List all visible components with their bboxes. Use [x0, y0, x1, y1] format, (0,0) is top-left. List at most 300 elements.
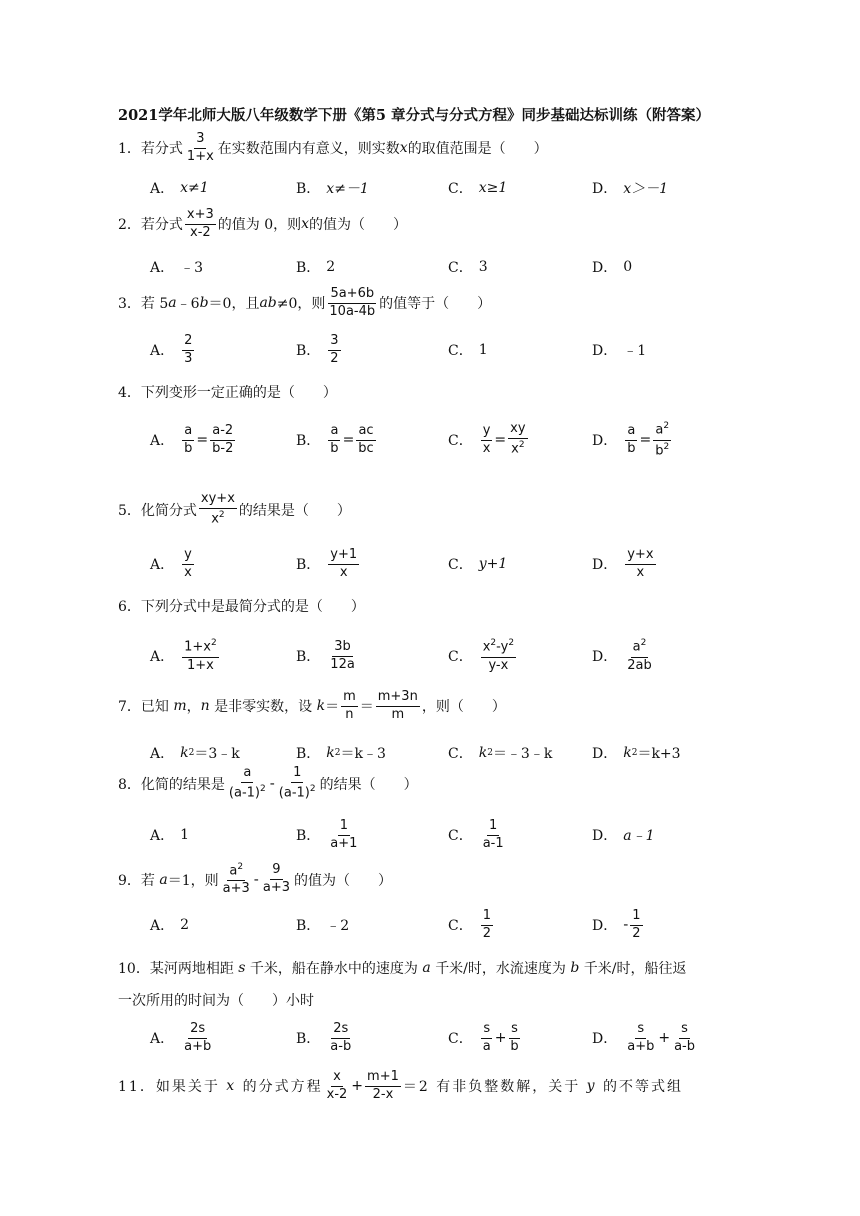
- option-c[interactable]: [448, 905, 495, 945]
- exponent: 2: [260, 783, 266, 794]
- variable: x: [301, 216, 310, 233]
- question-text: 化简分式: [140, 502, 197, 519]
- exponent: 2: [663, 441, 670, 452]
- variable: s: [238, 960, 246, 976]
- options-6: [150, 636, 710, 676]
- question-text: 一次所用的时间为（ ）小时: [118, 993, 314, 1009]
- option-label: C．: [448, 649, 473, 665]
- question-text: ≠0，则: [276, 296, 326, 313]
- question-5: [118, 492, 351, 527]
- operator: +: [351, 1078, 364, 1095]
- option-label: C．: [448, 828, 473, 844]
- fraction: [481, 638, 516, 673]
- option-label: C．: [448, 1031, 473, 1047]
- base: x: [211, 511, 219, 527]
- option-a[interactable]: [150, 420, 237, 460]
- option-c[interactable]: [448, 815, 508, 855]
- page-title: 2021学年北师大版八年级数学下册《第5 章分式与分式方程》同步基础达标训练（附答案）: [118, 107, 710, 124]
- equals-sign: =: [196, 432, 209, 448]
- option-c[interactable]: [448, 1018, 523, 1058]
- question-text: 若: [140, 872, 155, 889]
- options-10: [150, 1018, 710, 1058]
- variable: y: [586, 1078, 597, 1095]
- option-label: A．: [150, 918, 175, 934]
- option-label: C．: [448, 260, 473, 276]
- fraction: [625, 1022, 656, 1055]
- option-label: B．: [296, 181, 321, 197]
- denominator: b: [184, 440, 193, 456]
- numerator: [182, 638, 219, 657]
- question-7: [118, 690, 506, 723]
- question-text: 下列分式中是最简分式的是（ ）: [140, 599, 365, 615]
- denominator: [227, 783, 268, 801]
- numerator: m: [341, 690, 358, 707]
- numerator: a-2: [210, 424, 235, 441]
- fraction: [325, 1070, 350, 1103]
- option-text: 0: [623, 259, 633, 275]
- numerator: 3: [194, 132, 206, 149]
- option-a[interactable]: [150, 905, 189, 945]
- fraction: [182, 424, 194, 457]
- option-text: ＝3﹣k: [194, 746, 240, 762]
- option-label: D．: [592, 746, 618, 762]
- denominator: 2: [482, 925, 491, 941]
- denominator: a-b: [674, 1038, 696, 1054]
- base: (a-1): [278, 785, 310, 801]
- option-a[interactable]: [150, 330, 196, 370]
- fraction: [185, 132, 216, 165]
- numerator: [227, 862, 245, 881]
- numerator: 1: [291, 766, 303, 783]
- question-text: 某河两地相距: [149, 961, 234, 977]
- option-text: x＞－1: [623, 181, 669, 197]
- option-b[interactable]: [296, 636, 359, 676]
- fraction: [341, 690, 358, 723]
- fraction: [328, 334, 340, 367]
- numerator: s: [679, 1022, 690, 1039]
- numerator: s: [635, 1022, 646, 1039]
- exponent: 2: [631, 748, 638, 758]
- option-c[interactable]: [448, 636, 518, 676]
- option-label: A．: [150, 1031, 175, 1047]
- numerator: x: [331, 1070, 343, 1087]
- denominator: n: [345, 706, 354, 722]
- denominator: x: [636, 564, 645, 580]
- option-label: B．: [296, 260, 321, 276]
- denominator: a+1: [330, 835, 358, 851]
- question-number: 5．: [118, 502, 141, 519]
- denominator: x: [339, 564, 348, 580]
- question-11: [118, 1070, 683, 1103]
- fraction: [481, 1022, 493, 1055]
- base: 1+x: [184, 639, 211, 655]
- fraction: [625, 424, 637, 457]
- denominator: 2-x: [372, 1086, 394, 1102]
- numerator: 5a+6b: [328, 287, 376, 304]
- exponent: 2: [188, 748, 195, 758]
- variable: m: [173, 698, 187, 715]
- fraction: [328, 1022, 353, 1055]
- option-b[interactable]: [296, 1018, 355, 1058]
- option-d[interactable]: [592, 544, 658, 584]
- denominator: b-2: [212, 440, 234, 456]
- question-text: 千米，船在静水中的速度为: [249, 961, 418, 977]
- option-label: C．: [448, 343, 473, 359]
- question-1: [118, 132, 548, 165]
- variable: a: [422, 960, 431, 976]
- option-label: D．: [592, 557, 618, 573]
- base: (a-1): [228, 785, 260, 801]
- option-label: B．: [296, 746, 321, 762]
- question-text: 下列变形一定正确的是（ ）: [140, 385, 337, 401]
- denominator: m: [391, 706, 405, 722]
- options-9: [150, 905, 710, 945]
- question-3: [118, 287, 491, 320]
- question-text: 若分式: [140, 141, 183, 158]
- question-text: ＝: [325, 699, 340, 716]
- exponent: 2: [334, 748, 341, 758]
- option-a[interactable]: [150, 636, 221, 676]
- exponent: 2: [663, 421, 670, 432]
- option-b[interactable]: [296, 815, 361, 855]
- fraction: [630, 909, 642, 942]
- fraction: [653, 421, 671, 459]
- option-label: D．: [592, 181, 618, 197]
- denominator: b: [627, 440, 636, 456]
- equals-sign: =: [639, 432, 652, 448]
- question-number: 9．: [118, 872, 141, 889]
- question-number: 6．: [118, 599, 141, 615]
- option-d[interactable]: [592, 330, 646, 370]
- numerator: ac: [356, 424, 375, 441]
- fraction: [508, 1022, 520, 1055]
- exponent: 2: [518, 440, 525, 451]
- option-c[interactable]: [448, 330, 488, 370]
- variable: n: [200, 698, 210, 715]
- base: -y: [496, 639, 509, 655]
- denominator: [509, 439, 526, 457]
- variable: ab: [259, 295, 277, 312]
- base: a: [632, 639, 641, 655]
- denominator: x: [482, 440, 491, 456]
- option-d[interactable]: [592, 636, 656, 676]
- option-label: D．: [592, 1031, 618, 1047]
- option-b[interactable]: [296, 330, 343, 370]
- option-c[interactable]: [448, 247, 488, 287]
- variable: k: [623, 745, 632, 761]
- option-label: A．: [150, 746, 175, 762]
- numerator: 2s: [188, 1022, 207, 1039]
- question-text: ＝1，则: [167, 872, 219, 889]
- numerator: xy: [508, 422, 527, 439]
- denominator: [277, 783, 318, 801]
- fraction: [261, 863, 292, 896]
- fraction: [356, 424, 375, 457]
- option-d[interactable]: [592, 420, 673, 460]
- option-a[interactable]: [150, 168, 209, 208]
- fraction: [625, 548, 655, 581]
- question-number: 10．: [118, 961, 150, 977]
- question-text: 的值为（ ）: [294, 872, 392, 889]
- fraction: [328, 424, 340, 457]
- denominator: b: [510, 1038, 519, 1054]
- fraction: [227, 766, 268, 801]
- operator: -: [269, 775, 275, 792]
- exponent: 2: [640, 638, 647, 649]
- question-text: 的结果（ ）: [319, 776, 418, 793]
- question-text: 的分式方程: [242, 1079, 323, 1096]
- option-label: C．: [448, 181, 473, 197]
- question-text: ﹣6: [176, 296, 200, 313]
- question-text: 千米/时，水流速度为: [435, 961, 566, 977]
- denominator: x: [184, 564, 192, 580]
- fraction: [481, 819, 506, 852]
- operator: -: [623, 917, 629, 933]
- numerator: x+3: [185, 208, 216, 225]
- numerator: 1: [630, 909, 642, 926]
- numerator: m+1: [365, 1070, 401, 1087]
- denominator: 2: [330, 350, 339, 366]
- option-text: ﹣2: [326, 918, 350, 934]
- option-label: D．: [592, 343, 618, 359]
- fraction: [328, 548, 359, 581]
- variable: a: [168, 295, 177, 312]
- option-label: A．: [150, 557, 175, 573]
- option-label: A．: [150, 649, 175, 665]
- option-label: D．: [592, 260, 618, 276]
- numerator: s: [481, 1022, 492, 1039]
- numerator: y: [481, 424, 493, 441]
- base: b: [655, 442, 664, 458]
- denominator: [653, 441, 671, 459]
- denominator: [209, 509, 226, 527]
- option-d[interactable]: [592, 1018, 699, 1058]
- fraction: [221, 862, 252, 897]
- question-text: 的不等式组: [603, 1079, 684, 1096]
- question-text: 的值为 0，则: [217, 217, 302, 234]
- operator: +: [494, 1030, 507, 1046]
- option-b[interactable]: [296, 168, 369, 208]
- option-text: x≠－1: [326, 181, 369, 197]
- option-b[interactable]: [296, 905, 349, 945]
- question-number: 1．: [118, 141, 141, 158]
- option-text: x≠1: [180, 180, 209, 196]
- question-4: [118, 382, 337, 402]
- denominator: bc: [358, 440, 374, 456]
- fraction: [481, 909, 493, 942]
- fraction: [365, 1070, 401, 1103]
- option-label: A．: [150, 181, 175, 197]
- exponent: 2: [490, 638, 497, 649]
- numerator: y: [182, 548, 194, 565]
- option-d[interactable]: [592, 815, 655, 855]
- option-label: B．: [296, 649, 321, 665]
- exponent: 2: [210, 638, 217, 649]
- question-text: ＝0，且: [208, 296, 260, 313]
- numerator: [631, 638, 649, 657]
- option-text: ﹣3: [180, 260, 204, 276]
- denominator: x-2: [190, 224, 211, 240]
- exponent: 2: [487, 748, 493, 758]
- option-c[interactable]: [448, 733, 552, 773]
- option-label: B．: [296, 343, 321, 359]
- option-label: B．: [296, 557, 321, 573]
- numerator: xy+x: [199, 492, 237, 509]
- numerator: a: [241, 766, 253, 783]
- question-text: 如果关于: [155, 1079, 220, 1096]
- option-label: D．: [592, 649, 618, 665]
- option-a[interactable]: [150, 815, 189, 855]
- numerator: a: [328, 424, 340, 441]
- numerator: 3b: [332, 640, 353, 657]
- question-text: 千米/时，船往返: [583, 961, 687, 977]
- numerator: 1: [481, 909, 493, 926]
- option-text: 2: [326, 259, 336, 275]
- denominator: a+b: [627, 1038, 655, 1054]
- base: x: [482, 639, 491, 655]
- denominator: 1+x: [186, 148, 214, 164]
- numerator: y+x: [625, 548, 655, 565]
- option-label: C．: [448, 433, 473, 449]
- option-label: A．: [150, 433, 175, 449]
- denominator: b: [330, 440, 339, 456]
- variable: k: [180, 745, 189, 761]
- variable: k: [316, 698, 326, 715]
- option-text: ＝k+3: [637, 746, 681, 762]
- option-text: 1: [180, 827, 190, 843]
- option-c[interactable]: [448, 420, 530, 460]
- option-b[interactable]: [296, 420, 378, 460]
- denominator: a-1: [482, 835, 504, 851]
- base: a: [229, 863, 238, 879]
- fraction: [672, 1022, 697, 1055]
- numerator: m+3n: [376, 690, 420, 707]
- question-text: 已知: [140, 699, 169, 716]
- option-d[interactable]: [592, 247, 632, 287]
- fraction: [328, 819, 359, 852]
- variable: b: [570, 960, 580, 976]
- option-d[interactable]: [592, 168, 668, 208]
- denominator: a-b: [330, 1038, 352, 1054]
- options-3: [150, 330, 710, 370]
- numerator: 9: [270, 863, 282, 880]
- fraction: [182, 334, 194, 367]
- option-label: B．: [296, 828, 321, 844]
- option-text: 2: [180, 917, 190, 933]
- question-number: 11．: [118, 1079, 156, 1096]
- denominator: 1+x: [186, 657, 214, 673]
- denominator: 2: [632, 925, 641, 941]
- numerator: 1: [338, 819, 350, 836]
- option-label: A．: [150, 260, 175, 276]
- equals-sign: =: [342, 432, 355, 448]
- denominator: a+b: [184, 1038, 212, 1054]
- numerator: a: [625, 424, 637, 441]
- numerator: s: [509, 1022, 520, 1039]
- fraction: [625, 638, 654, 673]
- question-text: 的取值范围是（ ）: [407, 141, 548, 158]
- option-a[interactable]: [150, 247, 203, 287]
- option-d[interactable]: [592, 905, 645, 945]
- question-text: 的结果是（ ）: [238, 502, 351, 519]
- exponent: 2: [508, 638, 515, 649]
- options-1: [150, 168, 710, 208]
- fraction: [481, 424, 493, 457]
- option-b[interactable]: [296, 544, 361, 584]
- question-text: 若 5: [140, 296, 169, 313]
- option-label: B．: [296, 918, 321, 934]
- option-label: D．: [592, 828, 618, 844]
- numerator: 3: [328, 334, 340, 351]
- option-a[interactable]: [150, 544, 196, 584]
- fraction: [327, 287, 377, 320]
- denominator: x-2: [326, 1086, 348, 1102]
- option-text: 1: [478, 342, 488, 358]
- question-text: ＝: [359, 699, 374, 716]
- question-number: 4．: [118, 385, 141, 401]
- option-b[interactable]: [296, 247, 335, 287]
- option-a[interactable]: [150, 1018, 215, 1058]
- variable: x: [399, 140, 408, 157]
- option-label: A．: [150, 828, 175, 844]
- fraction: [210, 424, 235, 457]
- option-label: A．: [150, 343, 175, 359]
- option-label: C．: [448, 557, 473, 573]
- option-label: D．: [592, 918, 618, 934]
- question-text: 的值为（ ）: [309, 217, 408, 234]
- option-label: B．: [296, 433, 321, 449]
- question-number: 3．: [118, 296, 141, 313]
- question-number: 7．: [118, 699, 141, 716]
- question-text: ，则（ ）: [421, 699, 506, 716]
- option-text: x≥1: [478, 180, 508, 196]
- variable: x: [226, 1078, 237, 1095]
- question-8: [118, 766, 418, 801]
- option-c[interactable]: [448, 168, 507, 208]
- numerator: 1: [487, 819, 499, 836]
- variable: a: [159, 871, 168, 888]
- question-9: [118, 862, 392, 897]
- options-5: [150, 544, 710, 584]
- question-text: 若分式: [140, 217, 183, 234]
- option-d[interactable]: [592, 733, 681, 773]
- fraction: [199, 492, 237, 527]
- question-text: 在实数范围内有意义，则实数: [217, 141, 400, 158]
- exponent: 2: [309, 783, 316, 794]
- numerator: y+1: [328, 548, 359, 565]
- fraction: [185, 208, 216, 241]
- question-text: 化简的结果是: [140, 776, 225, 793]
- fraction: [182, 638, 219, 673]
- option-label: B．: [296, 1031, 321, 1047]
- option-c[interactable]: [448, 544, 507, 584]
- denominator: a+3: [222, 881, 250, 897]
- question-number: 2．: [118, 217, 141, 234]
- options-4: [150, 420, 710, 460]
- fraction: [376, 690, 420, 723]
- numerator: [481, 638, 516, 657]
- question-text: ＝2 有非负整数解，关于: [402, 1079, 581, 1096]
- numerator: 2: [182, 334, 194, 351]
- options-2: [150, 247, 710, 287]
- question-10-line2: [118, 990, 314, 1010]
- denominator: a: [482, 1038, 491, 1054]
- fraction: [182, 548, 194, 581]
- equals-sign: =: [494, 432, 507, 448]
- operator: -: [253, 871, 259, 888]
- denominator: 3: [184, 350, 193, 366]
- base: a: [655, 422, 664, 438]
